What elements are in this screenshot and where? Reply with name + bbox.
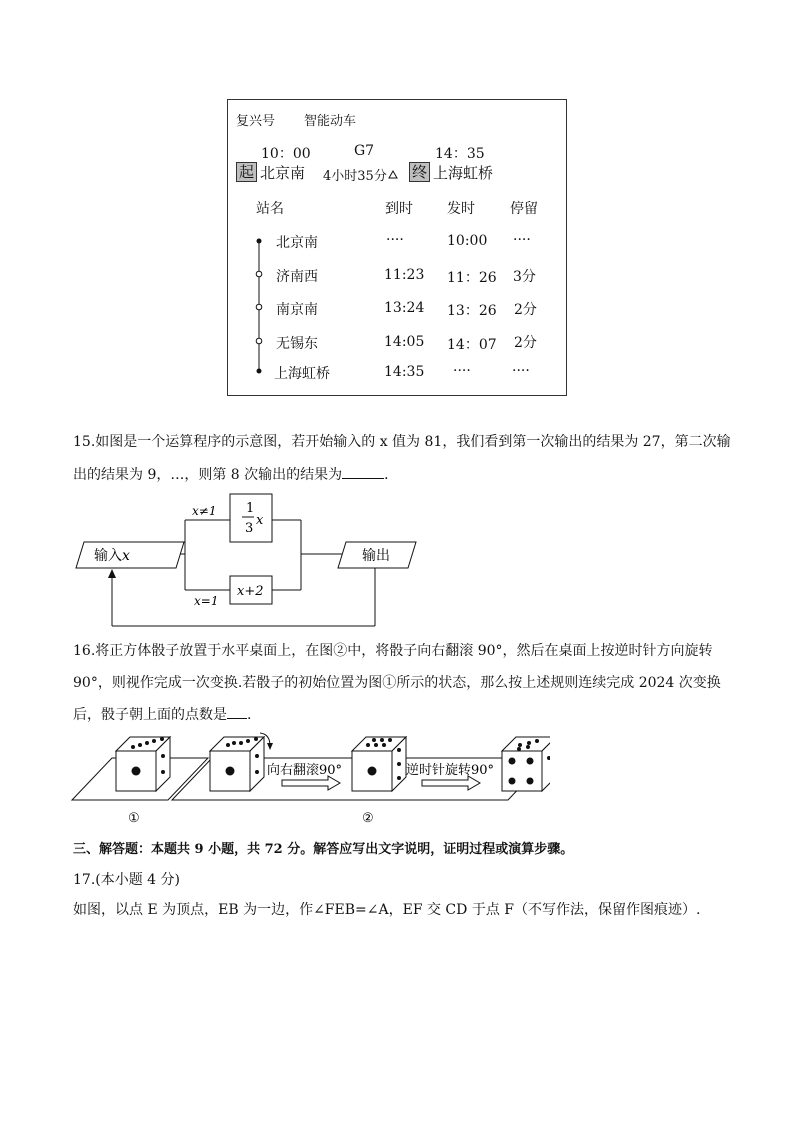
end-tag: 终 bbox=[409, 162, 430, 182]
q16-dice-figure bbox=[70, 728, 550, 828]
start-station: 北京南 bbox=[260, 164, 306, 182]
q15-line2 bbox=[73, 464, 398, 485]
q16-line3-end: . bbox=[247, 707, 252, 723]
row-arrive: 14:35 bbox=[384, 364, 425, 380]
answer-blank bbox=[342, 464, 384, 479]
route-line bbox=[250, 232, 270, 377]
cond-eq: x=1 bbox=[194, 594, 219, 608]
row-stop: 2分 bbox=[514, 302, 537, 318]
row-station: 无锡东 bbox=[276, 336, 318, 352]
row-arrive: 11:23 bbox=[384, 267, 425, 283]
fig1-label: ① bbox=[128, 811, 140, 826]
answer-blank bbox=[227, 704, 247, 719]
train-number: G7 bbox=[354, 143, 375, 159]
header-arrive: 到时 bbox=[385, 201, 413, 217]
right-arrow-icon bbox=[282, 776, 340, 790]
plus-box-label: x+2 bbox=[237, 584, 264, 599]
frac-num: 1 bbox=[246, 501, 255, 516]
die-1 bbox=[116, 737, 170, 791]
row-arrive: 13:24 bbox=[384, 300, 425, 316]
die-2 bbox=[210, 733, 273, 791]
frac-var: x bbox=[256, 513, 264, 528]
row-arrive: ···· bbox=[386, 232, 404, 248]
arrow1-label: 向右翻滚90° bbox=[267, 763, 343, 778]
row-depart: 13：26 bbox=[447, 303, 497, 319]
die-3 bbox=[352, 737, 406, 791]
depart-time: 10：00 bbox=[261, 146, 311, 162]
section3-heading: 三、解答题：本题共 9 小题，共 72 分。解答应写出文字说明，证明过程或演算步骤。 bbox=[73, 842, 574, 857]
station-dot bbox=[256, 338, 262, 344]
header-stop: 停留 bbox=[510, 201, 538, 217]
station-dot bbox=[256, 271, 262, 277]
row-stop: ···· bbox=[513, 232, 531, 248]
train-type: 智能动车 bbox=[304, 114, 357, 129]
station-dot bbox=[257, 369, 262, 374]
row-depart: 10:00 bbox=[447, 233, 488, 249]
end-station: 上海虹桥 bbox=[433, 164, 494, 182]
station-dot bbox=[257, 239, 262, 244]
input-box bbox=[76, 542, 184, 568]
q16-line2: 90°，则视作完成一次变换.若骰子的初始位置为图①所示的状态，那么按上述规则连续完成 2024 次变换 bbox=[73, 675, 721, 691]
row-station: 北京南 bbox=[276, 235, 318, 251]
row-stop: 2分 bbox=[514, 335, 537, 351]
roll-arrow-icon bbox=[267, 743, 273, 750]
station-dot bbox=[256, 304, 262, 310]
row-station: 上海虹桥 bbox=[274, 366, 330, 382]
row-arrive: 14:05 bbox=[384, 334, 425, 350]
q15-line2-text: 出的结果为 9，…，则第 8 次输出的结果为 bbox=[73, 467, 343, 483]
output-label: 输出 bbox=[362, 548, 390, 564]
train-schedule-box bbox=[227, 99, 567, 396]
row-stop: ···· bbox=[512, 363, 530, 379]
fig2-label: ② bbox=[362, 811, 374, 826]
train-brand: 复兴号 bbox=[236, 114, 276, 129]
triangle-icon bbox=[388, 170, 398, 179]
row-depart: ···· bbox=[453, 363, 471, 379]
row-station: 济南西 bbox=[276, 269, 318, 285]
duration: 4小时35分 bbox=[323, 169, 387, 184]
arrive-time: 14：35 bbox=[435, 146, 485, 162]
row-station: 南京南 bbox=[276, 302, 318, 318]
q16-line3 bbox=[73, 704, 251, 725]
q15-line1: 15.如图是一个运算程序的示意图，若开始输入的 x 值为 81，我们看到第一次输出的结果为 27，第二次输 bbox=[73, 434, 731, 450]
header-station: 站名 bbox=[256, 201, 284, 217]
start-tag: 起 bbox=[236, 162, 257, 182]
row-stop: 3分 bbox=[513, 269, 536, 285]
q17-text: 如图，以点 E 为顶点，EB 为一边，作∠FEB=∠A，EF 交 CD 于点 F（不写作法，保留作图痕迹）. bbox=[73, 902, 701, 918]
cond-ne: x≠1 bbox=[192, 504, 217, 518]
q16-line3-text: 后，骰子朝上面的点数是 bbox=[73, 707, 227, 723]
right-arrow-icon bbox=[422, 776, 480, 790]
frac-den: 3 bbox=[245, 521, 254, 536]
arrow2-label: 逆时针旋转90° bbox=[406, 763, 495, 778]
arrow-up-icon bbox=[108, 569, 116, 578]
input-label: 输入x bbox=[94, 548, 130, 564]
row-depart: 14：07 bbox=[447, 337, 497, 353]
row-depart: 11：26 bbox=[447, 270, 497, 286]
die-4 bbox=[502, 737, 550, 791]
q15-line2-end: ． bbox=[384, 467, 399, 483]
header-depart: 发时 bbox=[447, 201, 475, 217]
q16-line1: 16.将正方体骰子放置于水平桌面上，在图②中，将骰子向右翻滚 90°，然后在桌面上按逆时针方向旋转 bbox=[73, 643, 713, 659]
q17-title: 17.(本小题 4 分) bbox=[73, 872, 180, 888]
q15-flowchart bbox=[72, 492, 422, 628]
